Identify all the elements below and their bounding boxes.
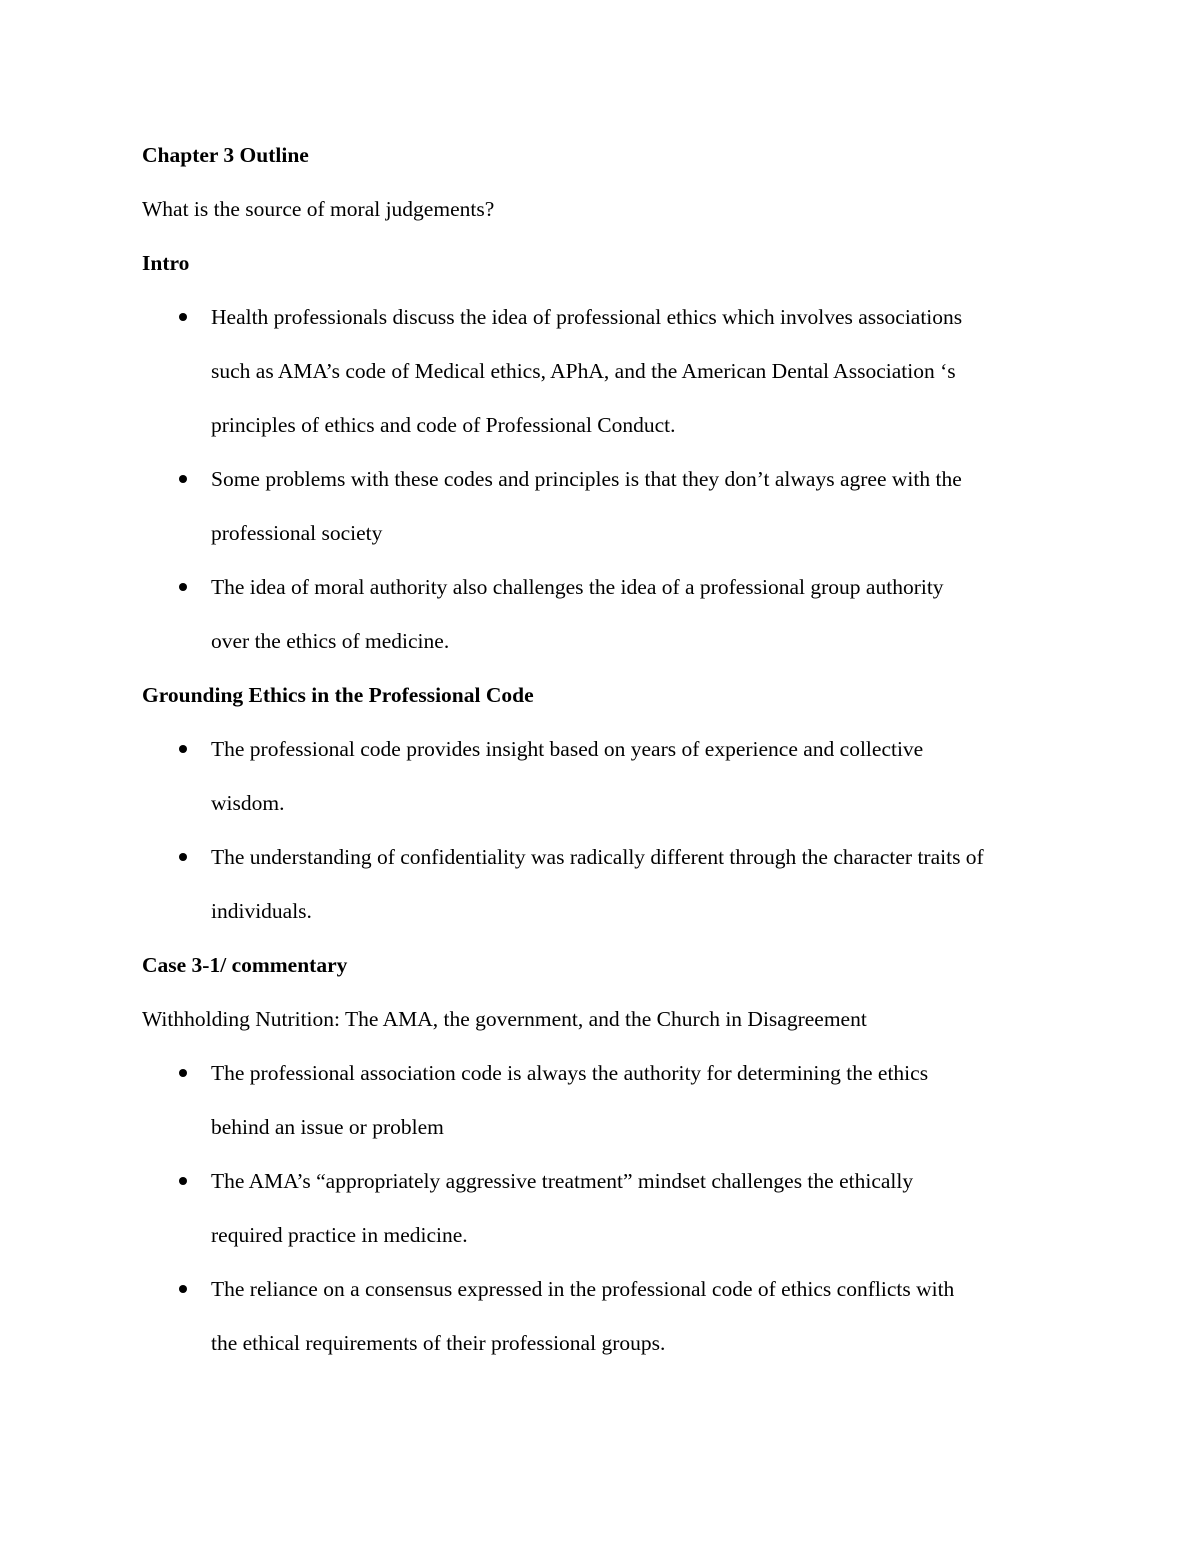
bullet-text-line: the ethical requirements of their professional groups. bbox=[211, 1331, 666, 1355]
bullet-text bbox=[211, 560, 1082, 668]
section-heading: Case 3-1/ commentary bbox=[142, 953, 348, 977]
section-heading: Intro bbox=[142, 251, 190, 275]
bullet-text-line: The professional code provides insight based on years of experience and collective bbox=[211, 737, 924, 761]
bullet-dot-icon bbox=[179, 1285, 187, 1293]
bullet-list bbox=[142, 290, 1082, 668]
bullet-text-line: behind an issue or problem bbox=[211, 1115, 444, 1139]
bullet-dot-icon bbox=[179, 1069, 187, 1077]
bullet-text-line: Some problems with these codes and principles is that they don’t always agree with the bbox=[211, 467, 962, 491]
bullet-list bbox=[142, 1046, 1082, 1370]
bullet-text-line: The reliance on a consensus expressed in the professional code of ethics conflicts with bbox=[211, 1277, 955, 1301]
bullet-item bbox=[142, 722, 1082, 830]
guiding-question: What is the source of moral judgements? bbox=[142, 197, 495, 221]
bullet-text bbox=[211, 452, 1082, 560]
bullet-item bbox=[142, 290, 1082, 452]
bullet-text-line: The AMA’s “appropriately aggressive treatment” mindset challenges the ethically bbox=[211, 1169, 914, 1193]
bullet-text-line: principles of ethics and code of Professional Conduct. bbox=[211, 413, 676, 437]
bullet-text bbox=[211, 1154, 1082, 1262]
bullet-dot-icon bbox=[179, 1177, 187, 1185]
bullet-text-line: wisdom. bbox=[211, 791, 285, 815]
bullet-text-line: required practice in medicine. bbox=[211, 1223, 468, 1247]
bullet-dot-icon bbox=[179, 313, 187, 321]
bullet-item bbox=[142, 560, 1082, 668]
bullet-text bbox=[211, 290, 1082, 452]
bullet-text-line: professional society bbox=[211, 521, 383, 545]
bullet-text-line: The idea of moral authority also challenges the idea of a professional group authority bbox=[211, 575, 944, 599]
bullet-text-line: Health professionals discuss the idea of professional ethics which involves associations bbox=[211, 305, 963, 329]
bullet-list bbox=[142, 722, 1082, 938]
bullet-text-line: The understanding of confidentiality was radically different through the character traits of bbox=[211, 845, 984, 869]
bullet-item bbox=[142, 1154, 1082, 1262]
bullet-text bbox=[211, 1262, 1082, 1370]
bullet-dot-icon bbox=[179, 853, 187, 861]
bullet-text bbox=[211, 830, 1082, 938]
section-heading: Grounding Ethics in the Professional Code bbox=[142, 683, 534, 707]
bullet-text bbox=[211, 1046, 1082, 1154]
bullet-text-line: such as AMA’s code of Medical ethics, APhA, and the American Dental Association ‘s bbox=[211, 359, 956, 383]
bullet-text bbox=[211, 722, 1082, 830]
bullet-dot-icon bbox=[179, 475, 187, 483]
bullet-dot-icon bbox=[179, 583, 187, 591]
document-title: Chapter 3 Outline bbox=[142, 143, 309, 167]
bullet-item bbox=[142, 830, 1082, 938]
outline-sections bbox=[142, 236, 1082, 1370]
bullet-item bbox=[142, 1262, 1082, 1370]
bullet-dot-icon bbox=[179, 745, 187, 753]
bullet-text-line: The professional association code is always the authority for determining the ethics bbox=[211, 1061, 929, 1085]
section-subtitle: Withholding Nutrition: The AMA, the government, and the Church in Disagreement bbox=[142, 1007, 867, 1031]
bullet-item bbox=[142, 1046, 1082, 1154]
bullet-text-line: individuals. bbox=[211, 899, 312, 923]
bullet-text-line: over the ethics of medicine. bbox=[211, 629, 450, 653]
bullet-item bbox=[142, 452, 1082, 560]
document-body bbox=[142, 128, 1082, 1370]
